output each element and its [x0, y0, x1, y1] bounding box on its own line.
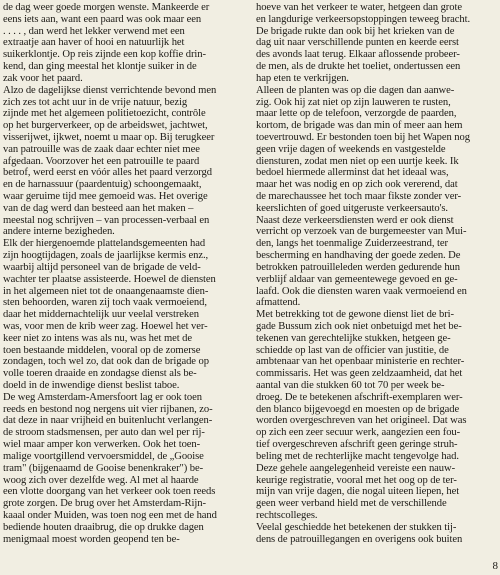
text-line: keerslichten of goed uitgeruste verkeersauto's.: [256, 202, 449, 214]
text-line: schiedde op last van de officier van justitie, de: [256, 344, 449, 356]
text-line: de men, als de drukte het toeliet, ondertussen een: [256, 61, 461, 73]
text-line: sten behoorden, waren zij toch vaak vermoeiend,: [3, 297, 207, 309]
right-text-column: [256, 2, 500, 545]
text-line: commissaris. Het was geen zeldzaamheid, dat het: [256, 368, 463, 380]
text-line: de dag weer goede morgen wenste. Mankeerde er: [3, 2, 210, 13]
text-line: wiel maar amper kon verwerken. Ook het toen-: [3, 439, 201, 451]
text-line: De weg Amsterdam-Amersfoort lag er ook toen: [3, 391, 202, 403]
text-line: De brigade rukte dan ook bij het krieken van de: [256, 25, 455, 37]
text-line: keurige registratie, vooral met het oog op de ter-: [256, 474, 457, 486]
text-line: Alleen de planten was op die dagen dan aanwe-: [256, 84, 455, 96]
text-line: Veelal geschiedde het betekenen der stukken tij-: [256, 521, 457, 533]
text-line: toen bestaande middelen, vooral op de zomerse: [3, 344, 201, 356]
text-line: betrof, werd eerst en vóór alles het paard verzorgd: [3, 167, 212, 179]
text-line: doeld in de inwendige dienst beslist taboe.: [3, 380, 180, 391]
text-line: kaaal onder Muiden, was toen nog een met de hand: [3, 509, 217, 521]
text-line: woog zich over dezelfde weg. Al met al haarde: [3, 474, 199, 486]
text-line: ambtenaar van het openbaar ministerie en rechter-: [256, 356, 465, 368]
text-line: op zich een zeer secuur werk, aangezien een fou-: [256, 427, 461, 439]
text-line: dat deze in naar vrijheid en buitenlucht verlangen-: [3, 415, 213, 427]
text-line: in het algemeen niet tot de onaangenaamste dien-: [3, 285, 209, 297]
text-line: waar geruime tijd mee gemoeid was. Het overige: [3, 191, 208, 202]
text-line: rechtscolleges.: [256, 509, 318, 521]
text-line: zich zes tot acht uur in de vrije natuur, bezig: [3, 96, 188, 108]
text-line: verricht op verzoek van de burgemeester van Mui-: [256, 226, 467, 238]
text-line: zijn hoogtijdagen, zoals de jaarlijkse kermis enz.,: [3, 250, 209, 262]
text-line: beling met de rechterlijke macht tengevolge had.: [256, 450, 459, 462]
text-line: daar het middernachtelijk uur veelal verstreken: [3, 309, 199, 321]
text-line: waarbij altijd personeel van de brigade de veld-: [3, 261, 201, 273]
text-line: malige voortgillend vervoersmiddel, de „Gooise: [3, 450, 204, 462]
text-line: van patrouille was de zaak daar echter niet mee: [3, 143, 200, 155]
text-line: suikerklontje. Op reis zijnde een kop koffie drin-: [3, 49, 206, 61]
text-line: Naast deze verkeersdiensten werd er ook dienst: [256, 214, 454, 226]
text-line: menigmaal moest worden geopend ten be-: [3, 533, 180, 545]
text-line: meestal nog schrijven – van processen-verbaal en: [3, 214, 210, 226]
text-line: den blanco bijgevoegd en moesten op de brigade: [256, 403, 460, 415]
text-line: grote zorgen. De brug over het Amsterdam-Rijn-: [3, 498, 206, 510]
text-line: worden overgeschreven van het origineel. Dat was: [256, 415, 467, 427]
text-line: gade Bussum zich ook niet onbetuigd met het be-: [256, 320, 462, 332]
text-line: maar het was nodig en op zich ook vererend, dat: [256, 179, 458, 191]
text-line: maar lette op de telefoon, verzorgde de paarden,: [256, 108, 457, 120]
text-line: geen vrije dagen of weekends en vastgestelde: [256, 143, 446, 155]
text-line: diensturen, zodat men niet op een uurtje keek. Ik: [256, 155, 459, 167]
text-line: kortom, de brigade was dan min of meer aan hem: [256, 120, 463, 132]
text-line: hap eten te verkrijgen.: [256, 72, 349, 84]
text-line: verblijf aldaar van gemeentewege gevoed en ge-: [256, 273, 458, 285]
text-line: dens de patrouillegangen en overigens ook buiten: [256, 533, 463, 545]
text-line: reeds en bestond nog nergens uit vier rijbanen, zo-: [3, 403, 213, 415]
text-line: den, langs het toenmalige Zuiderzeestrand, ter: [256, 238, 448, 250]
text-line: Elk der hiergenoemde plattelandsgemeenten had: [3, 238, 206, 250]
text-line: wachter ter plaatse assisteerde. Hoewel de diensten: [3, 273, 216, 285]
text-line: en langdurige verkeersopstoppingen teweeg bracht.: [256, 13, 471, 25]
text-line: keer niet zo intens was als nu, was het met de: [3, 332, 193, 344]
text-line: volle toeren draaide en zondagse dienst als be-: [3, 368, 197, 380]
text-line: bediende houten draaibrug, die op drukke dagen: [3, 521, 204, 533]
text-line: een vlotte doorgang van het verkeer ook toen reeds: [3, 486, 216, 498]
text-line: van de dag werd dan besteed aan het maken –: [3, 202, 194, 214]
text-line: mijn van vrije dagen, die nogal uiteen liepen, het: [256, 486, 460, 498]
text-line: geen weer verband hield met de verschillende: [256, 498, 447, 510]
text-line: Deze gehele aangelegenheid vereiste een nauw-: [256, 462, 456, 474]
text-line: op het burgerverkeer, op de arbeidswet, jachtwet,: [3, 120, 208, 132]
left-text-column: [3, 2, 247, 545]
text-line: tram" (bijgenaamd de Gooise benenkraker") be-: [3, 462, 204, 474]
text-line: hoeve van het verkeer te water, hetgeen dan grote: [256, 2, 462, 13]
text-line: extraatje aan haver of hooi en natuurlijk het: [3, 37, 185, 49]
text-line: kend, dan ging meestal het klontje suiker in de: [3, 61, 197, 73]
text-line: andere interne bezigheden.: [3, 226, 115, 238]
text-line: de marechaussee het toch maar fikste zonder ver-: [256, 191, 462, 202]
text-line: afmattend.: [256, 297, 301, 309]
text-line: dag uit naar verschillende punten en keerde eerst: [256, 37, 459, 49]
text-line: zondagen, toch wel zo, dat ook dan de brigade op: [3, 356, 209, 368]
text-line: en de harnassuur (paardentuig) schoongemaakt,: [3, 179, 202, 191]
text-line: toevertrouwd. Er bestonden toen bij het Wapen nog: [256, 131, 470, 143]
page-number: 8: [492, 560, 498, 572]
text-line: de stroom stadsmensen, per auto dan wel per rij-: [3, 427, 205, 439]
text-line: droeg. De te betekenen afschrift-exemplaren wer-: [256, 391, 463, 403]
text-line: visserijwet, ijkwet, noemt u maar op. Bij terugkeer: [3, 131, 215, 143]
text-line: tief overgeschreven afschrift geen geringe struh-: [256, 439, 458, 451]
text-line: zig. Ook hij zat niet op zijn lauweren te rusten,: [256, 96, 451, 108]
text-line: bedoel hiermede allerminst dat het ideaal was,: [256, 167, 449, 179]
text-line: zijnde met het algemeen politietoezicht, contrôle: [3, 108, 206, 120]
text-line: tekenen van gerechtelijke stukken, hetgeen ge-: [256, 332, 451, 344]
text-line: was, voor men de krib weer zag. Hoewel het ver-: [3, 320, 208, 332]
text-line: laafd. Ook die diensten waren vaak vermoeiend en: [256, 285, 467, 297]
text-line: aantal van die stukken 60 tot 70 per week be-: [256, 380, 445, 391]
text-line: afgedaan. Voorzover het een patrouille te paard: [3, 155, 200, 167]
text-line: bescherming en handhaving der goede zeden. De: [256, 250, 461, 262]
text-line: zak voor het paard.: [3, 72, 83, 84]
text-line: eens iets aan, want een paard was ook maar een: [3, 13, 202, 25]
text-line: Alzo de dagelijkse dienst verrichtende bevond men: [3, 84, 217, 96]
text-line: Met betrekking tot de gewone dienst liet de bri-: [256, 309, 454, 321]
text-line: des avonds laat terug. Elkaar aflossende probeer-: [256, 49, 460, 61]
text-line: . . . . , dan werd het lekker verwend met een: [3, 25, 185, 37]
text-line: betrokken patrouilleleden werden gedurende hun: [256, 261, 460, 273]
